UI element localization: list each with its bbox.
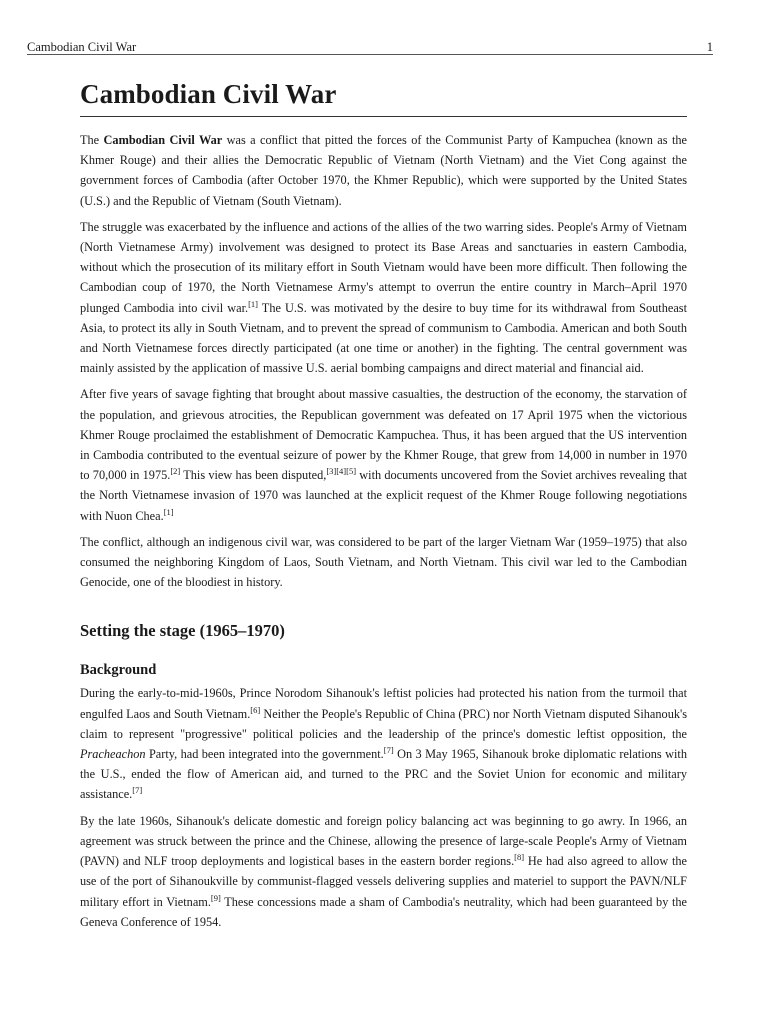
text-run: He had also agreed to allow the use of the port of Sihanoukville by communist-flagged vessels delivering supplies and materiel to support the PAVN/NLF military effort in Vietnam. <box>80 854 687 909</box>
text-run: The U.S. was motivated by the desire to buy time for its withdrawal from Southeast Asia, to protect its ally in South Vietnam, and to prevent the spread of communism to Cambodia. American and both South and North Vietnamese forces directly participated (at one time or another) in the fighting. The central government was mainly assisted by the application of massive U.S. aerial bombing campaigns and direct material and financial aid. <box>80 300 687 376</box>
citation-ref[interactable]: [1] <box>163 506 174 517</box>
text-run: was a conflict that pitted the forces of the Communist Party of Kampuchea (known as the Khmer Rouge) and their allies the Democratic Republic of Vietnam (North Vietnam) and the Viet Cong against the government forces of Cambodia (after October 1970, the Khmer Republic), which were supported by the United States (U.S.) and the Republic of Vietnam (South Vietnam). <box>80 133 687 208</box>
text-run: Neither the People's Republic of China (PRC) nor North Vietnam disputed Sihanouk's claim to represent "progressive" political policies and the leadership of the prince's domestic leftist opposition, the <box>80 706 687 741</box>
page-number: 1 <box>706 40 713 54</box>
article-body <box>80 76 687 932</box>
text-run: Party, had been integrated into the government. <box>145 747 384 762</box>
text-run: By the late 1960s, Sihanouk's delicate domestic and foreign policy balancing act was beginning to go awry. In 1966, an agreement was struck between the prince and the Chinese, allowing the presence of large-scale People's Army of Vietnam (PAVN) and NLF troop deployments and logistical bases in the eastern border regions. <box>80 813 687 869</box>
bold-term: Cambodian Civil War <box>103 133 223 147</box>
intro-paragraph-3 <box>80 384 687 525</box>
citation-ref[interactable]: [7] <box>132 785 143 796</box>
text-run: These concessions made a sham of Cambodia's neutrality, which had been guaranteed by the Geneva Conference of 1954. <box>80 894 687 929</box>
intro-paragraph-1 <box>80 130 687 211</box>
citation-ref[interactable]: [1] <box>248 298 258 309</box>
citation-ref[interactable]: [9] <box>210 892 221 903</box>
citation-ref[interactable]: [7] <box>383 744 394 755</box>
background-paragraph-2 <box>80 811 687 932</box>
running-header-title: Cambodian Civil War <box>27 40 137 54</box>
text-run: The <box>80 133 104 147</box>
citation-ref[interactable]: [2] <box>170 466 181 477</box>
section-heading-setting-the-stage: Setting the stage (1965–1970) <box>80 621 285 641</box>
subsection-heading-background: Background <box>80 662 157 679</box>
text-run: with documents uncovered from the Soviet archives revealing that the North Vietnamese invasion of 1970 was launched at the explicit request of the Khmer Rouge following negotiations with Nuon Chea. <box>80 468 688 523</box>
citation-ref[interactable]: [6] <box>250 704 261 715</box>
text-run: On 3 May 1965, Sihanouk broke diplomatic relations with the U.S., ended the flow of American aid, and turned to the PRC and the Soviet Union for economic and military assistance. <box>80 747 687 802</box>
text-run: This view has been disputed, <box>180 468 327 483</box>
intro-paragraph-2 <box>80 217 687 379</box>
text-run: The conflict, although an indigenous civil war, was considered to be part of the larger Vietnam War (1959–1975) that also consumed the neighboring Kingdom of Laos, South Vietnam, and North Vietnam. This civil war led to the Cambodian Genocide, one of the bloodiest in history. <box>80 534 687 590</box>
citation-ref[interactable]: [3][4][5] <box>326 466 357 477</box>
background-paragraph-1 <box>80 683 687 804</box>
article-title: Cambodian Civil War <box>80 76 687 117</box>
italic-term: Pracheachon <box>80 747 146 762</box>
citation-ref[interactable]: [8] <box>514 852 525 862</box>
text-run: During the early-to-mid-1960s, Prince Norodom Sihanouk's leftist policies had protected his nation from the turmoil that engulfed Laos and South Vietnam. <box>80 686 687 721</box>
intro-section <box>80 130 687 592</box>
text-run: After five years of savage fighting that brought about massive casualties, the destruction of the economy, the starvation of the population, and grievous atrocities, the Republican government was defeated on 17 April 1975 when the victorious Khmer Rouge proclaimed the establishment of Democratic Kampuchea. Thus, it has been argued that the US intervention in Cambodia contributed to the eventual seizure of power by the Khmer Rouge, that grew from 14,000 in number in 1970 to 70,000 in 1975. <box>80 387 687 483</box>
intro-paragraph-4 <box>80 532 687 593</box>
running-header <box>27 34 713 55</box>
text-run: The struggle was exacerbated by the influence and actions of the allies of the two warring sides. People's Army of Vietnam (North Vietnamese Army) involvement was designed to protect its Base Areas and sanctuaries in eastern Cambodia, without which the prosecution of its military effort in South Vietnam would have been more difficult. Then following the Cambodian coup of 1970, the North Vietnamese Army's attempt to overrun the entire country in March–April 1970 plunged Cambodia into civil war. <box>80 219 687 315</box>
